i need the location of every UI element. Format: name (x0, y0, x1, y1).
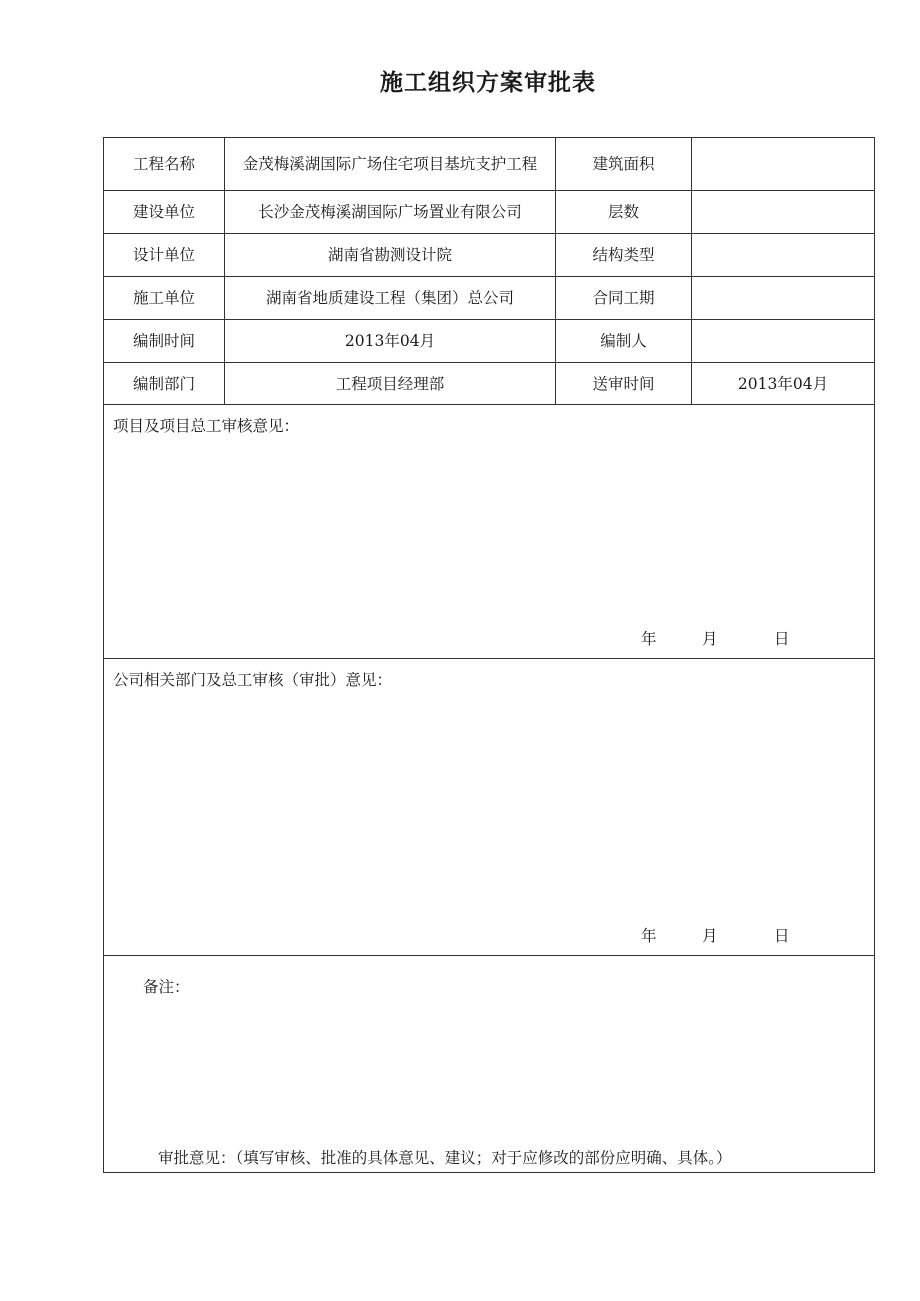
approval-note: 审批意见：（填写审核、批准的具体意见、建议；对于应修改的部份应明确、具体。） (158, 1149, 732, 1167)
field-value[interactable]: 2013年04月 (225, 320, 556, 363)
field-value[interactable]: 2013年04月 (692, 363, 875, 405)
table-row (104, 320, 875, 363)
form-title: 施工组织方案审批表 (380, 70, 596, 96)
table-row (104, 234, 875, 277)
field-label: 工程名称 (104, 138, 225, 191)
field-value[interactable] (692, 234, 875, 277)
project-review-label: 项目及项目总工审核意见： (113, 417, 300, 435)
field-value[interactable]: 金茂梅溪湖国际广场住宅项目基坑支护工程 (225, 138, 556, 191)
field-value[interactable]: 长沙金茂梅溪湖国际广场置业有限公司 (225, 191, 556, 234)
date-year-label: 年 (641, 630, 657, 648)
table-row (104, 277, 875, 320)
field-label: 建设单位 (104, 191, 225, 234)
field-label: 编制时间 (104, 320, 225, 363)
field-label: 结构类型 (556, 234, 692, 277)
remarks-row (104, 956, 875, 1173)
project-review-box[interactable] (104, 405, 875, 659)
date-month-label: 月 (702, 927, 718, 945)
company-review-box[interactable] (104, 659, 875, 956)
field-label: 设计单位 (104, 234, 225, 277)
approval-form-table (103, 137, 875, 1173)
date-month-label: 月 (702, 630, 718, 648)
table-row (104, 191, 875, 234)
date-day-label: 日 (774, 630, 790, 648)
remarks-box[interactable] (104, 956, 875, 1173)
field-value[interactable] (692, 191, 875, 234)
table-row (104, 363, 875, 405)
field-label: 合同工期 (556, 277, 692, 320)
field-value[interactable]: 工程项目经理部 (225, 363, 556, 405)
field-label: 施工单位 (104, 277, 225, 320)
remarks-label: 备注： (143, 978, 190, 996)
field-value[interactable]: 湖南省地质建设工程（集团）总公司 (225, 277, 556, 320)
field-label: 编制人 (556, 320, 692, 363)
company-review-row (104, 659, 875, 956)
field-label: 层数 (556, 191, 692, 234)
field-value[interactable] (692, 277, 875, 320)
date-year-label: 年 (641, 927, 657, 945)
field-label: 编制部门 (104, 363, 225, 405)
table-row (104, 138, 875, 191)
project-review-row (104, 405, 875, 659)
field-label: 建筑面积 (556, 138, 692, 191)
field-value[interactable] (692, 138, 875, 191)
company-review-label: 公司相关部门及总工审核（审批）意见： (113, 671, 393, 689)
field-value[interactable] (692, 320, 875, 363)
field-value[interactable]: 湖南省勘测设计院 (225, 234, 556, 277)
date-day-label: 日 (774, 927, 790, 945)
field-label: 送审时间 (556, 363, 692, 405)
